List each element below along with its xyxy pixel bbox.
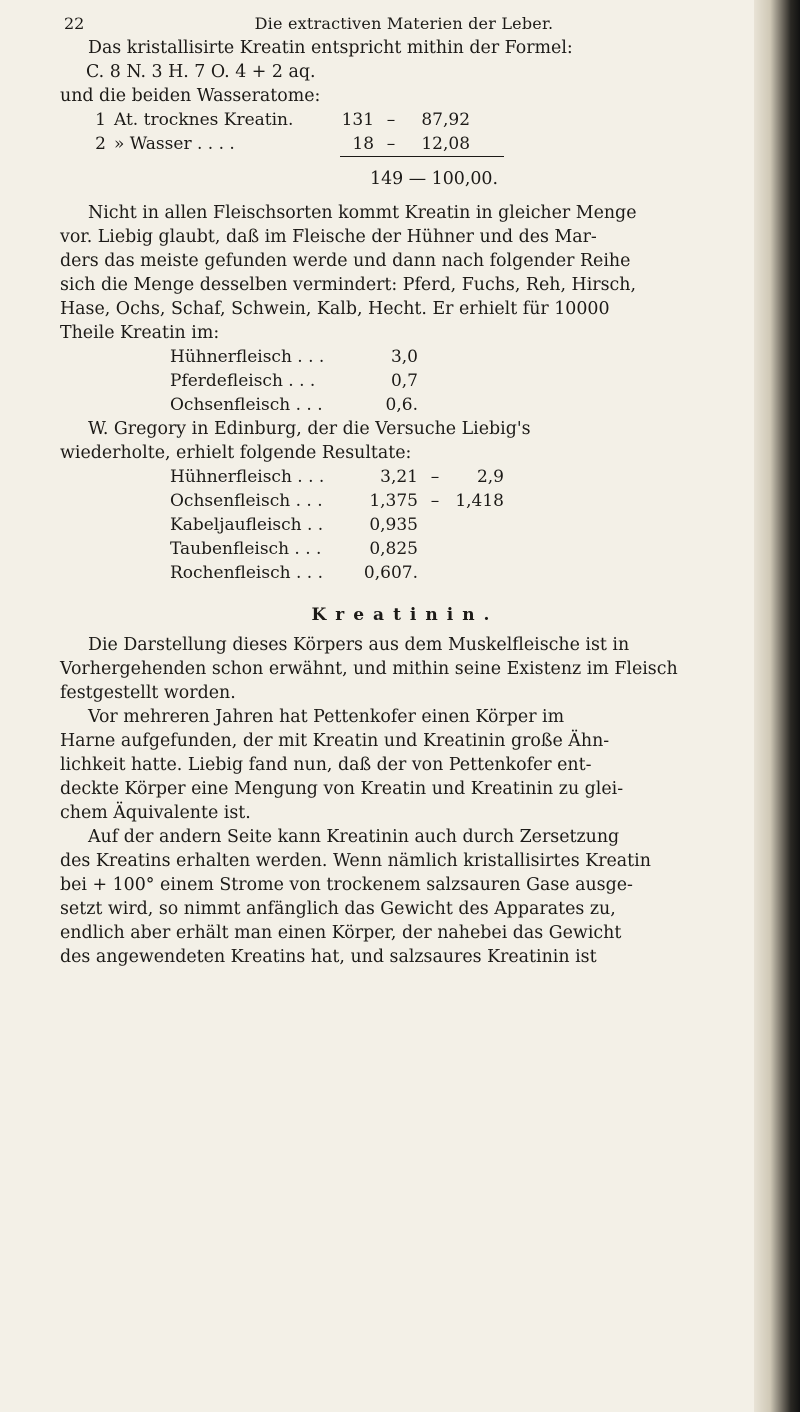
table-row: 2 » Wasser . . . . 18 – 12,08 — [95, 134, 471, 154]
para5-line: chem Äquivalente ist. — [60, 803, 251, 823]
para4-line: festgestellt worden. — [60, 683, 236, 703]
table-row: Hühnerfleisch . . . 3,0 — [170, 347, 418, 367]
section-heading: Kreatinin. — [311, 605, 499, 625]
para5-line: deckte Körper eine Mengung von Kreatin und Kreatinin zu glei- — [60, 779, 624, 799]
composition-table — [86, 108, 470, 156]
table-row: Kabeljaufleisch . . 0,935 — [170, 515, 418, 535]
body-text — [60, 36, 750, 969]
para3-line: wiederholte, erhielt folgende Resultate: — [60, 443, 412, 463]
para5-line: lichkeit hatte. Liebig fand nun, daß der von Pettenkofer ent- — [60, 755, 592, 775]
para2-line: Hase, Ochs, Schaf, Schwein, Kalb, Hecht. Er erhielt für 10000 — [60, 299, 610, 319]
table-row: Ochsenfleisch . . . 1,375 – 1,418 — [170, 491, 504, 511]
table-row: 1 At. trocknes Kreatin . 131 – 87,92 — [95, 110, 471, 130]
table-row: Pferdefleisch . . . 0,7 — [170, 371, 418, 391]
para2-line: vor. Liebig glaubt, daß im Fleische der Hühner und des Mar- — [60, 227, 597, 247]
para2-line: sich die Menge desselben vermindert: Pferd, Fuchs, Reh, Hirsch, — [60, 275, 636, 295]
para6-line: setzt wird, so nimmt anfänglich das Gewicht des Apparates zu, — [60, 899, 616, 919]
para6-line: Auf der andern Seite kann Kreatinin auch durch Zersetzung — [88, 827, 620, 847]
book-binding-shadow — [754, 0, 800, 1412]
table-row: Ochsenfleisch . . . 0,6. — [170, 395, 418, 415]
para2-line: ders das meiste gefunden werde und dann nach folgender Reihe — [60, 251, 631, 271]
para4-line: Vorhergehenden schon erwähnt, und mithin seine Existenz im Fleisch — [60, 659, 678, 679]
liebig-table — [170, 345, 504, 417]
creatine-formula: C. 8 N. 3 H. 7 O. 4 + 2 aq. — [86, 62, 316, 82]
para5-line: Harne aufgefunden, der mit Kreatin und Kreatinin große Ähn- — [60, 731, 610, 751]
para4-line: Die Darstellung dieses Körpers aus dem Muskelfleische ist in — [88, 635, 630, 655]
para5-line: Vor mehreren Jahren hat Pettenkofer einen Körper im — [88, 707, 565, 727]
gregory-table — [170, 465, 504, 585]
table-row: Hühnerfleisch . . . 3,21 – 2,9 — [170, 467, 504, 487]
para6-line: bei + 100° einem Strome von trockenem salzsauren Gase ausge- — [60, 875, 633, 895]
page-number: 22 — [64, 14, 85, 33]
table-row: Rochenfleisch . . . 0,607. — [170, 563, 418, 583]
para2-line: Nicht in allen Fleischsorten kommt Kreatin in gleicher Menge — [88, 203, 637, 223]
para2-line: Theile Kreatin im: — [60, 323, 220, 343]
running-title: Die extractiven Materien der Leber. — [254, 14, 554, 33]
water-line: und die beiden Wasseratome: — [60, 86, 321, 106]
intro-line: Das kristallisirte Kreatin entspricht mithin der Formel: — [88, 38, 573, 58]
composition-total: 149 — 100,00. — [370, 169, 499, 189]
para3-line: W. Gregory in Edinburg, der die Versuche Liebig's — [88, 419, 531, 439]
para6-line: des Kreatins erhalten werden. Wenn nämlich kristallisirtes Kreatin — [60, 851, 651, 871]
sum-rule — [340, 156, 504, 167]
table-row: Taubenfleisch . . . 0,825 — [170, 539, 418, 559]
para6-line: endlich aber erhält man einen Körper, der nahebei das Gewicht — [60, 923, 622, 943]
para6-line: des angewendeten Kreatins hat, und salzsaures Kreatinin ist — [60, 947, 597, 967]
